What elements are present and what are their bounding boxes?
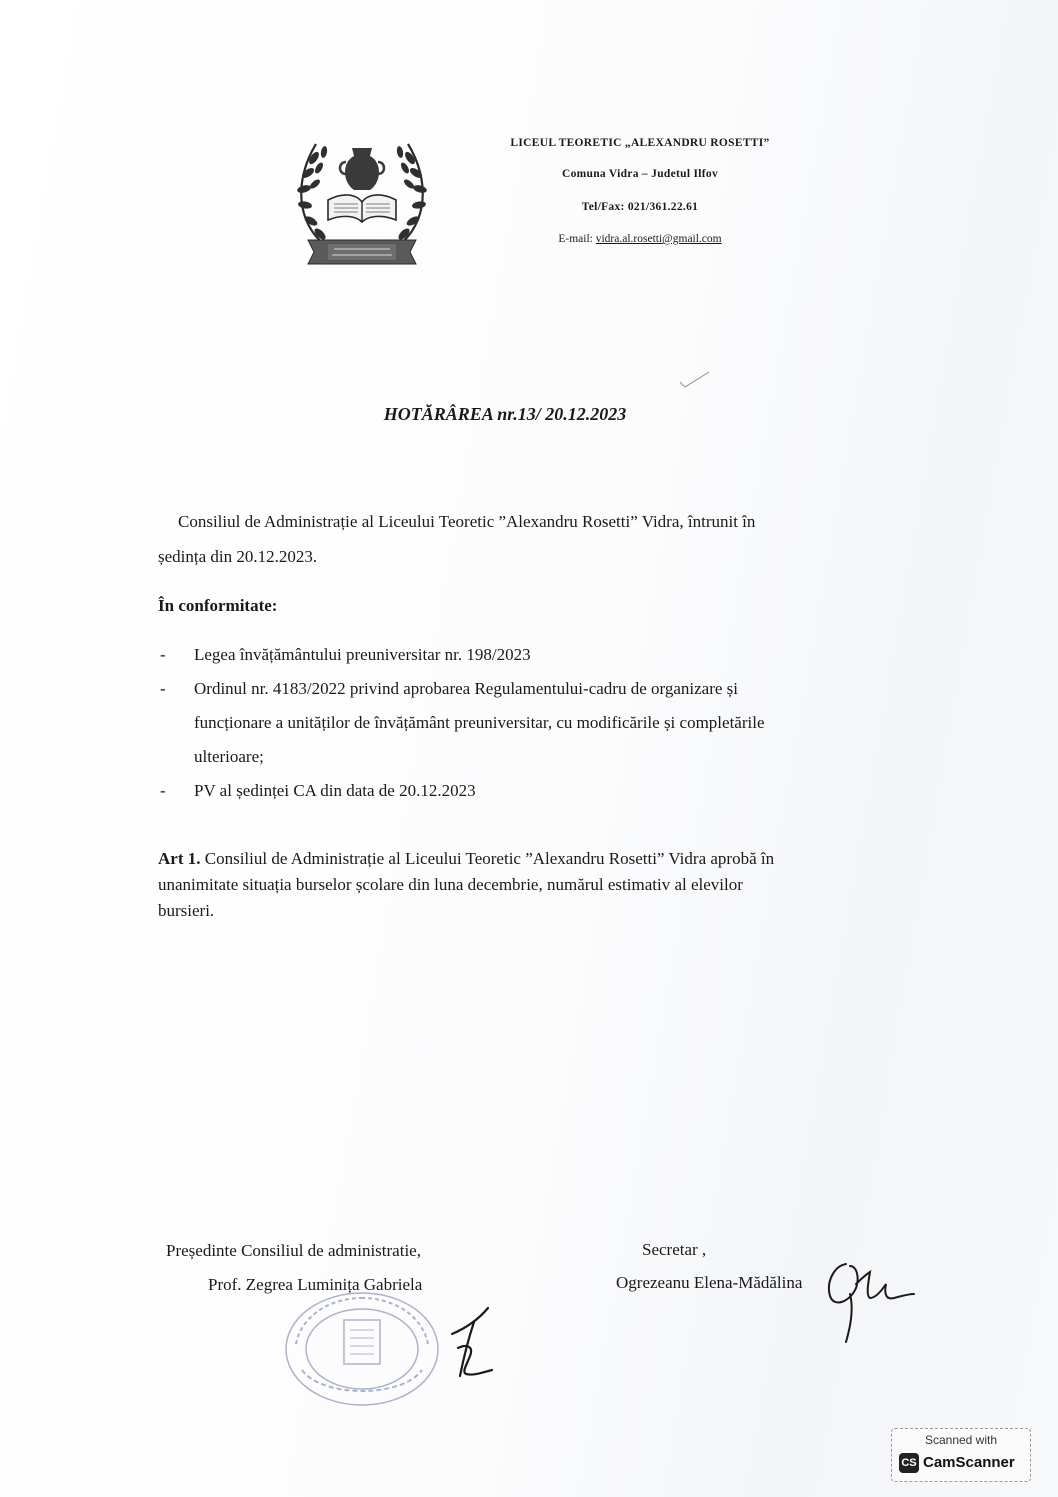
school-address: Comuna Vidra – Judetul Ilfov — [561, 168, 718, 180]
school-email-line: E-mail: vidra.al.rosetti@gmail.com — [558, 233, 722, 245]
watermark-top-text: Scanned with — [924, 1433, 998, 1447]
article-label: Art 1. — [158, 849, 201, 868]
president-title: Președinte Consiliul de administratie, — [166, 1241, 421, 1260]
school-emblem-icon — [288, 128, 436, 266]
email-label: E-mail — [558, 233, 590, 245]
president-signature-icon — [444, 1300, 504, 1386]
camscanner-logo-icon: CS — [899, 1453, 919, 1473]
bullet-dash: - — [160, 781, 166, 800]
secretary-name: Ogrezeanu Elena-Mădălina — [616, 1273, 803, 1292]
conformity-heading: În conformitate: — [158, 596, 278, 615]
list-item-text: funcționare a unităților de învățământ preuniversitar, cu modificările și completările — [194, 713, 765, 732]
intro-line-2: ședința din 20.12.2023. — [158, 547, 318, 566]
secretary-title: Secretar , — [642, 1240, 707, 1259]
email-link[interactable]: vidra.al.rosetti@gmail.com — [595, 233, 722, 245]
president-name: Prof. Zegrea Luminița Gabriela — [208, 1275, 423, 1294]
school-phone: Tel/Fax: 021/361.22.61 — [581, 201, 699, 213]
bullet-dash: - — [160, 679, 166, 698]
list-item-text: Ordinul nr. 4183/2022 privind aprobarea Regulamentului-cadru de organizare și — [194, 679, 738, 698]
watermark-brand: CamScanner — [923, 1454, 1015, 1471]
school-name: LICEUL TEORETIC „ALEXANDRU ROSETTI” — [510, 137, 770, 149]
check-mark-icon — [676, 368, 712, 392]
official-stamp-icon — [282, 1290, 442, 1408]
camscanner-watermark — [891, 1428, 1031, 1482]
intro-line-1: Consiliul de Administrație al Liceului Teoretic ”Alexandru Rosetti” Vidra, întrunit în — [178, 512, 756, 531]
document-title: HOTĂRÂREA nr.13/ 20.12.2023 — [383, 404, 627, 424]
bullet-dash: - — [160, 645, 166, 664]
list-item-text: Legea învățământului preuniversitar nr. 198/2023 — [194, 645, 531, 664]
list-item-text: PV al ședinței CA din data de 20.12.2023 — [194, 781, 476, 800]
list-item-text: ulterioare; — [194, 747, 264, 766]
secretary-signature-icon — [820, 1254, 920, 1346]
article-1-line-2: unanimitate situația burselor școlare din luna decembrie, numărul estimativ al elevilor — [158, 875, 743, 894]
article-text: Consiliul de Administrație al Liceului Teoretic ”Alexandru Rosetti” Vidra aprobă în — [204, 849, 775, 868]
article-1-line-1 — [158, 846, 774, 872]
article-1-line-3: bursieri. — [158, 901, 215, 920]
